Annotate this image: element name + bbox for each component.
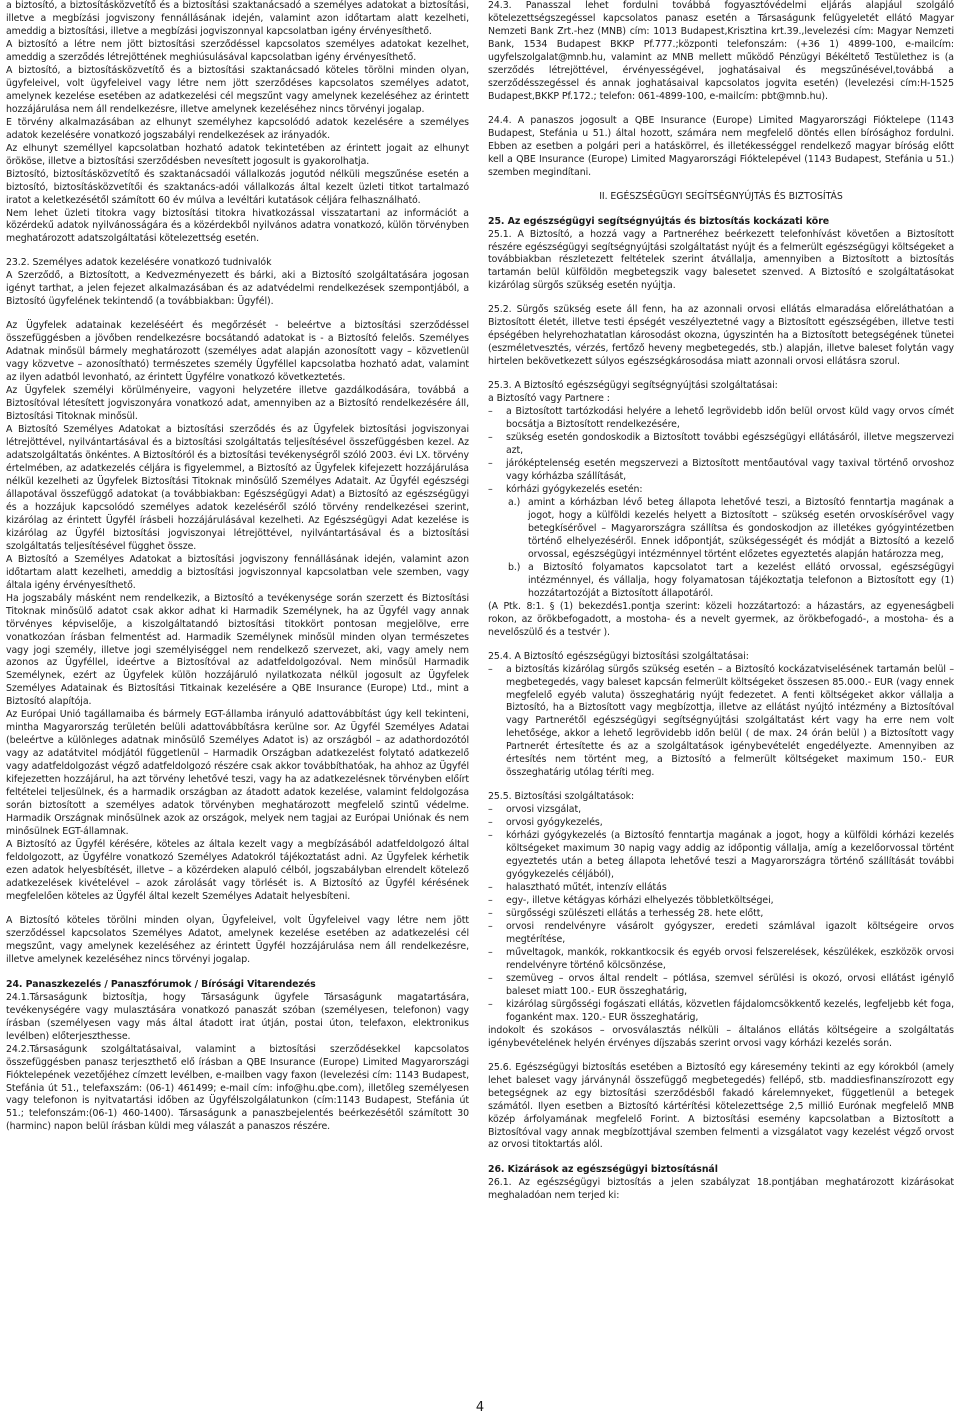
section-heading-25: 25. Az egészségügyi segítségnyújtás és biztosítás kockázati köre [488,215,830,227]
paragraph: 25.2. Sürgős szükség esete áll fenn, ha az azonnali orvosi ellátás elmaradása előreláthatóan a Biztosított életét, illetve testi épségét veszélyeztetné vagy a Biztosított egészségében, illetve testi épségében helyrehozhatatlan károsodást okozna, úgyszintén ha a Biztosított betegségének tünetei (eszméletvesztés, vérzés, fertőző heveny megbetegedés, stb.) alapján, illetve baleset folytán vagy hirtelen bekövetkezett súlyos egészségkárosodása miatt azonnali orvosi ellátásra szorul. [488,304,954,368]
sub-list-marker: a.) [508,496,521,508]
paragraph: Ha jogszabály másként nem rendelkezik, a Biztosító a tevékenysége során szerzett és Biztosítási Titoknak minősülő adatot csak akkor adhat ki Harmadik Személynek, ha az Ügyfél vagy annak törvényes képviselője, a kiszolgáltatandó biztosítási titokkört pontosan megjelölve, erre vonatkozóan írásban felmentést ad. Harmadik Személynek minősül minden olyan természetes vagy jogi személy, illetve jogi személyiséggel nem rendelkező szervezet, aki, vagy amely nem azonos az Ügyféllel, ideértve a Biztosítóval az adatfeldolgozóval. Nem minősül Harmadik Személynek, ezért az Ügyfelek külön hozzájáruló nyilatkozata nélkül jogosult az Ügyfelek Személyes Adatainak és Biztosítási Titkainak kezelésére a QBE Insurance (Europe) Ltd., mint a Biztosító alapítója. [6,592,469,708]
paragraph: 25.4. A Biztosító egészségügyi biztosítási szolgáltatásai: [488,650,749,662]
paragraph: 24.4. A panaszos jogosult a QBE Insurance (Europe) Limited Magyarországi Fióktelepe (1143 Budapest, Stefánia u 51.) által hozott, számára nem megfelelő döntés ellen bírósághoz fordulni. Ebben az esetben a polgári peri a hatáskörrel, és illetékességgel rendelkező magyar bíróság előtt kell a QBE Insurance (Europe) Limited Magyarországi Fióktelepével (1143 Budapest, Stefánia u 51.) szemben megindítani. [488,114,954,178]
list-item: – járóképtelenség esetén megszervezi a Biztosított mentőautóval vagy taxival történő orvoshoz vagy kórházba szállítását, [488,458,954,484]
paragraph: 24.1.Társaságunk biztosítja, hogy Társaságunk ügyfele Társaságunk magatartására, tevékenységére vagy mulasztására vonatkozó panaszát szóban (személyesen, telefonon) vagy írásban (személyesen vagy más által átadott irat útján, postai úton, telefaxon, elektronikus levélben) előterjeszthesse. [6,991,469,1042]
sub-list-marker: b.) [508,561,521,573]
paragraph: a biztosító, a biztosításközvetítő és a biztosítási szaktanácsadó a személyes adatokat a biztosítási, illetve a megbízási jogviszony fennállásának idején, valamint azon időtartam alatt kezelheti, ameddig a biztosítási, illetve a megbízási jogviszonnyal kapcsolatban igény érvényesíthető. [6,0,469,37]
page-number: 4 [475,1400,485,1415]
paragraph: A Biztosító Személyes Adatokat a biztosítási szerződés és az Ügyfelek biztosítási jogviszonyai létrejöttével, nyilvántartásával és a biztosítási szolgáltatás teljesítésével összefüggésben kezel. Az adatszolgáltatás önkéntes. A Biztosítóról és a biztosítási tevékenységről szóló 2003. évi LX. törvény értelmében, az adatkezelés céljára is figyelemmel, a Biztosító az Ügyfelek kifejezett hozzájárulása nélkül kezelheti az Ügyfelek Biztosítási Titoknak minősülő Személyes Adatait. Az Ügyfél egészségi állapotával összefüggő adatokat (a továbbiakban: Egészségügyi Adat) a Biztosító az egészségügyi és a hozzájuk kapcsolódó személyes adatok kezeléséről szóló törvény rendelkezései szerint, kizárólag az érintett Ügyfél írásbeli hozzájárulásával kezelheti. Az Egészségügyi Adat kezelése is kizárólag az Ügyfél biztosítási jogviszonyai létrejöttével, nyilvántartásával és a biztosítási szolgáltatás teljesítésével függhet össze. [6,424,469,552]
paragraph: 24.2.Társaságunk szolgáltatásaival, valamint a biztosítási szerződésekkel kapcsolatos összefüggésben panasz terjeszthető elő írásban a QBE Insurance (Europe) Limited Magyarországi Fióktelepének vezetőjéhez címzett levélben, e-mailben vagy faxon (levelezési cím: 1143 Budapest, Stefánia út 51., telefaxszám: (06-1) 461499; e-mail cím: info@hu.qbe.com), illetőleg személyesen vagy telefonon is nyitvatartási időben az Ügyfélszolgálatunkon (cím:1143 Budapest, Stefánia út 51.; telefonszám:(06-1) 460-1400). Társaságunk a panaszbejelentés beérkezésétől számított 30 (harminc) napon belül írásban küldi meg válaszát a panaszos részére. [6,1043,469,1133]
paragraph: A biztosító, a biztosításközvetítő és a biztosítási szaktanácsadó köteles törölni minden olyan, ügyfeleivel, volt ügyfeleivel vagy létre nem jött szerződéses kapcsolatos személyes adatot, amelynek kezelése esetében az adatkezelési cél megszűnt vagy amelynek kezeléséhez az érintett hozzájárulása nem áll rendelkezésre, illetve amelynek kezeléséhez nincs törvényi jogalap. [6,64,469,115]
section-heading-23-2: 23.2. Személyes adatok kezelésére vonatkozó tudnivalók [6,257,272,269]
list-item: – műveltagok, mankók, rokkantkocsik és egyéb orvosi felszerelések, készülékek, eszközök orvosi rendelvényre történő kölcsönzése, [488,947,954,973]
paragraph: indokolt és szokásos – orvosválasztás nélküli – általános ellátás költségeire a szolgáltatás igénybevételének helyén érvényes díjszabás szerint orvosi vagy kórházi kezelés során. [488,1024,954,1049]
list-item: – a Biztosított tartózkodási helyére a lehető legrövidebb időn belül orvost küld vagy orvos címét bocsátja a Biztosított rendelkezésére, [488,406,954,432]
sub-list-item [488,562,954,601]
paragraph: Nem lehet üzleti titokra vagy biztosítási titokra hivatkozással visszatartani az információt a közérdekű adatok nyilvánosságára és a közérdekből nyilvános adatra vonatkozó, külön törvényben meghatározott adatszolgáltatási kötelezettség esetén. [6,207,469,245]
left-column [6,0,469,1134]
chapter-heading: II. EGÉSZSÉGÜGYI SEGÍTSÉGNYÚJTÁS ÉS BIZTOSÍTÁS [599,190,843,202]
list-item: – halasztható műtét, intenzív ellátás [488,882,954,895]
paragraph: Az Ügyfelek személyi körülményeire, vagyoni helyzetére illetve gazdálkodására, továbbá a Biztosítóval létesített jogviszonyára vonatkozó adat, amennyiben az a Biztosító rendelkezésére áll, Biztosítási Titoknak minősül. [6,385,469,423]
paragraph: Biztosító, biztosításközvetítő és szaktanácsadói vállalkozás jogutód nélküli megszűnése esetén a biztosító, biztosításközvetítői és szaktanács-adói vállalkozás által kezelt üzleti titkot tartalmazó iratot a keletkezésétől számított 60 év múlva a levéltári kutatások céljára felhasználható. [6,168,469,206]
right-column [488,0,954,1203]
paragraph: E törvény alkalmazásában az elhunyt személyhez kapcsolódó adatok kezelésére a személyes adatok kezelésére vonatkozó jogszabályi rendelkezések az irányadók. [6,116,469,141]
list-item: – orvosi rendelvényre vásárolt gyógyszer, eredeti számlával igazolt költségeire orvos megtérítése, [488,921,954,947]
list-item: – sürgősségi szülészeti ellátás a terhesség 28. hete előtt, [488,908,954,921]
paragraph: 24.3. Panasszal lehet fordulni továbbá fogyasztóvédelmi eljárás alapjául szolgáló kötelezettségszegéssel kapcsolatos panasz esetén a Társaságunk felügyeletét ellátó Magyar Nemzeti Bank Zrt.-hez (MNB) cím: 1013 Budapest,Krisztina krt.39.,levelezési cím: Magyar Nemzeti Bank, 1534 Budapest BKKP Pf.777.;központi telefonszám: (+36 1) 4899-100, e-mailcím: ugyfelszolgalat@mnb.hu, valamint az MNB mellett működő Pénzügyi Békéltető Testülethez is (a szerződés létrejöttével, érvényességével, joghatásaival és megszűnésével,továbbá a szerződésszegéssel és annak joghatásaival kapcsolatos jogvita esetén) (levelezési cím:H-1525 Budapest,BKKP Pf.172.; telefon: 061-4899-100, e-mailcím: pbt@mnb.hu). [488,0,954,102]
section-heading-24: 24. Panaszkezelés / Panaszfórumok / Bírósági Vitarendezés [6,978,316,990]
list-item: – kizárólag sürgősségi fogászati ellátás, közvetlen fájdalomcsökkentő kezelés, legfeljebb két foga, foganként max. 120.- EUR összeghatárig, [488,999,954,1025]
paragraph: 25.5. Biztosítási szolgáltatások: [488,791,635,803]
list-item: – egy-, illetve kétágyas kórházi elhelyezés többletköltségei, [488,895,954,908]
paragraph: Az Európai Unió tagállamaiba és bármely EGT-államba irányuló adattovábbítást úgy kell tekinteni, mintha Magyarország területén belüli adattovábbításra kerülne sor. Az Ügyfél Személyes Adatai (beleértve a különleges adatnak minősülő Személyes Adatot is) az országból – az adathordozótól vagy az adatátvitel módjától függetlenül – Harmadik Országban adatkezelést folytató adatkezelő vagy adatfeldolgozást végző adatfeldolgozó részére csak akkor továbbíthatóak, ha ahhoz az Ügyfél kifejezetten hozzájárul, ha azt törvény lehetővé teszi, vagy ha az adatkezelésnek törvényben előírt feltételei teljesülnek, és a harmadik országban az átadott adatok kezelése, valamint feldolgozása során biztosított a személyes adatok törvényben meghatározott megfelelő szintű védelme. Harmadik Országnak minősülnek azok az országok, melyek nem tagjai az Európai Uniónak és nem minősülnek EGT-államnak. [6,709,469,838]
sub-list-item [488,497,954,562]
list-item: – szükség esetén gondoskodik a Biztosított további egészségügyi ellátásáról, illetve megszervezi azt, [488,432,954,458]
paragraph: A Biztosító a Személyes Adatokat a biztosítási jogviszony fennállásának idején, valamint azon időtartam alatt kezelheti, ameddig a biztosítási jogviszonnyal kapcsolatban vele szemben, vagy általa igény érvényesíthető. [6,553,469,591]
list-item: – orvosi vizsgálat, [488,804,954,817]
paragraph: (A Ptk. 8:1. § (1) bekezdés1.pontja szerint: közeli hozzátartozó: a házastárs, az egyeneságbeli rokon, az örökbefogadott, a mostoha- és a nevelt gyermek, az örökbefogadó-, a mostoha- és a nevelőszülő és a testvér ). [488,600,954,638]
paragraph: a Biztosító vagy Partnere : [488,393,610,405]
paragraph: Az elhunyt személlyel kapcsolatban hozható adatok tekintetében az érintett jogait az elhunyt örököse, illetve a biztosítási szerződésben nevesített jogosult is gyakorolhatja. [6,142,469,167]
sub-list-text: amint a kórházban lévő beteg állapota lehetővé teszi, a Biztosító fenntartja magának a jogot, hogy a külföldi kezelés helyett a Biztosított – szükség esetén orvoskísérővel vagy betegkísérővel – Magyarországra szállítsa és gondoskodjon az illetékes gyógyintézetben történő elhelyezéséről. Ennek időpontját, szükségességét és módját a Biztosító a kezelő orvossal, egészségügyi intézménnyel történt előzetes egyeztetés alapján határozza meg, [528,496,954,560]
list-item: – szemüveg – orvos által rendelt – pótlása, szemvel sérülési is okozó, orvosi ellátást igénylő baleset miatt 100.- EUR összeghatárig, [488,973,954,999]
paragraph: 26.1. Az egészségügyi biztosítás a jelen szabályzat 18.pontjában meghatározott kizárásokat meghaladóan nem terjed ki: [488,1177,954,1202]
paragraph: A Biztosító köteles törölni minden olyan, Ügyfeleivel, volt Ügyfeleivel vagy létre nem jött szerződéssel kapcsolatos Személyes Adatot, amelynek kezelése esetében az adatkezelési cél megszűnt, vagy amelynek kezeléséhez az érintett Ügyfél hozzájárulása nem áll rendelkezésre, illetve amelynek kezeléséhez nincs törvényi jogalap. [6,914,469,965]
sub-list-text: a Biztosító folyamatos kapcsolatot tart a kezelést ellátó orvossal, egészségügyi intézménnyel, és vállalja, hogy folyamatosan tájékoztatja telefonon a Biztosított egy (1) hozzátartozóját a Biztosított állapotáról. [528,561,954,599]
paragraph: 25.3. A Biztosító egészségügyi segítségnyújtási szolgáltatásai: [488,380,778,392]
paragraph: A biztosító a létre nem jött biztosítási szerződéssel kapcsolatos személyes adatokat kezelhet, ameddig a szerződés létrejöttének meghiúsulásával kapcsolatban igény érvényesíthető. [6,38,469,63]
list-item: – orvosi gyógykezelés, [488,817,954,830]
list-item: – kórházi gyógykezelés (a Biztosító fenntartja magának a jogot, hogy a külföldi kórházi kezelés költségeket maximum 30 napig vagy addig az időpontig vállalja, amíg a kezelőorvossal történt egyeztetés után a beteg állapota lehetővé teszi a Magyarországra történő szállítását további gyógykezelés céljából), [488,830,954,882]
list-item: – a biztosítás kizárólag sürgős szükség esetén – a Biztosító kockázatviselésének tartamán belül – megbetegedés, vagy baleset kapcsán felmerült költségeket összesen 85.000.- EUR (vagy ennek megfelelő egyéb valuta) összeghatárig nyújt fedezetet. A fenti költségeket akkor vállalja a Biztosító, ha a Biztosított vagy megbízottja, illetve az ellátást nyújtó intézmény a Biztosítóval vagy Partnerétől egészségügyi segítségnyújtási szolgáltatást kért vagy ha erre nem volt lehetősége, akkor a lehető legrövidebb időn belül ( de max. 24 órán belül ) a Biztosított vagy Partnerét értesítette és az a szolgáltatások igénybevételét engedélyezte. Amennyiben az értesítés nem történt meg, a Biztosító a felmerült költségeket maximum 150.- EUR összeghatárig utólag téríti meg. [488,664,954,781]
paragraph: A Biztosító az Ügyfél kérésére, köteles az általa kezelt vagy a megbízásából adatfeldolgozó által feldolgozott, az Ügyfélre vonatkozó Személyes Adatokról tájékoztatást adni. Az Ügyfelek kérhetik ezen adatok helyesbítését, illetve – a közérdeken alapuló célból, jogszabályban elrendelt kötelező adatkezelések kivételével – azok zárolását vagy törlését is. A Biztosító az Ügyfél kérésének megfelelően köteles az Ügyfél által kezelt Személyes Adatait helyesbíteni. [6,839,469,902]
section-heading-26: 26. Kizárások az egészségügyi biztosításnál [488,1164,718,1176]
paragraph: 25.1. A Biztosító, a hozzá vagy a Partneréhez beérkezett telefonhívást követően a Biztosított részére egészségügyi segítségnyújtási szolgáltatást nyújt és a felmerült egészségügyi költségeket a továbbiakban részletezett feltételek szerint átvállalja, amennyiben a Biztosított a biztosítás tartamán belül külföldön megbetegszik vagy balesetet szenved. A Biztosító e szolgáltatásokat kizárólag sürgős szükség esetén nyújtja. [488,228,954,292]
paragraph: 25.6. Egészségügyi biztosítás esetében a Biztosító egy káresemény tekinti az egy kórokból (amely lehet baleset vagy járványnál összefüggő megbetegedés) fellépő, stb. maddiesfinanszírozott egy betegségnek az egy biztosítási szerződésből fakadó kárelemnyeket, függetlenül a betegek számától. Ilyen esetben a Biztosító kártérítési kötelezettsége 2,5 millió Eurónak megfelelő MNB közép árfolyamának megfelelő Forint. A biztosítási esemény kapcsolatban a Biztosított a Biztosítóval vagy annak megbízottjával szemben felmenti a vizsgálatot vagy kezelést végző orvost az orvosi titoktartás alól. [488,1061,954,1151]
paragraph: Az Ügyfelek adatainak kezeléséért és megőrzését - beleértve a biztosítási szerződéssel összefüggésben a jövőben rendelkezésre bocsátandó adatokat is - a Biztosító felelős. Személyes Adatnak minősül bármely meghatározott (személyes adat alapján azonosított vagy – közvetlenül vagy közvetve – azonosítható) természetes személy Ügyféllel kapcsolatba hozható adat, valamint az ilyen adatból levonható, az érintett Ügyfélre vonatkozó következtetés. [6,320,469,384]
list-item: – kórházi gyógykezelés esetén: [488,484,954,497]
paragraph: A Szerződő, a Biztosított, a Kedvezményezett és bárki, aki a Biztosító szolgáltatására jogosan igényt tarthat, a jelen fejezet alkalmazásában és az adatvédelmi rendelkezések szempontjából, a Biztosító ügyfelének tekintendő (a továbbiakban: Ügyfél). [6,270,469,308]
